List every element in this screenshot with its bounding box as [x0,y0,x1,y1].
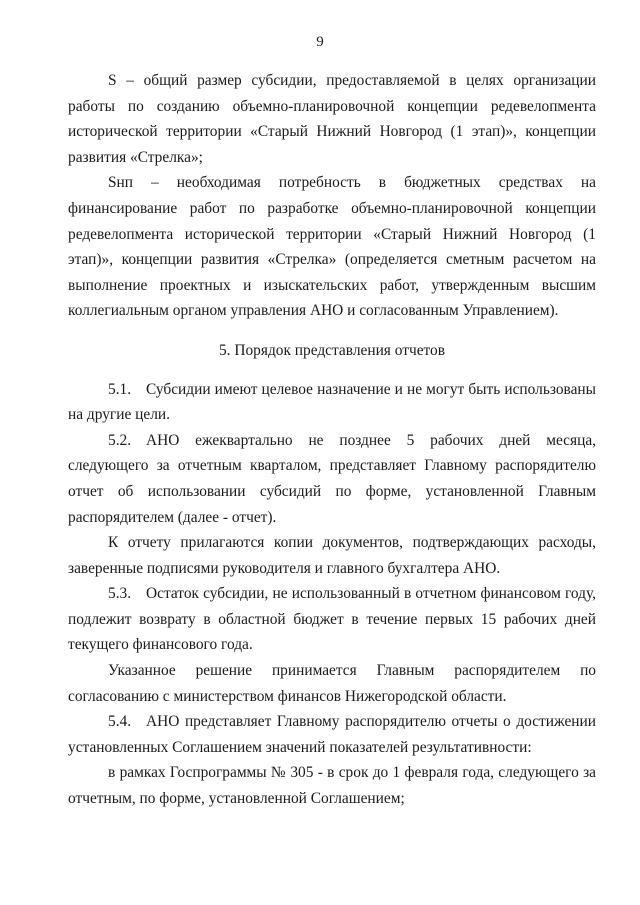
paragraph-s-definition: S – общий размер субсидии, предоставляемой в целях организации работы по созданию объемно-планировочной концепции редевелопмента исторической территории «Старый Нижний Новгород (1 этап)», концепции развития «Стрелка»; [68,72,596,166]
page-number: 9 [316,34,324,50]
clause-5-3 [68,581,596,658]
clause-5-2 [68,428,596,530]
clause-text: Остаток субсидии, не использованный в отчетном финансовом году, подлежит возврату в областной бюджет в течение первых 15 рабочих дней текущего финансового года. [68,585,596,654]
clause-text: АНО представляет Главному распорядителю отчеты о достижении установленных Соглашением значений показателей результативности: [68,713,596,756]
clause-number: 5.3. [108,585,132,603]
paragraph-program: в рамках Госпрограммы № 305 - в срок до 1 февраля года, следующего за отчетным, по форме, установленной Соглашением; [68,764,596,808]
clause-5-1 [68,377,596,428]
paragraph-snp-definition: Sнп – необходимая потребность в бюджетных средствах на финансирование работ по разработке объемно-планировочной концепции редевелопмента исторической территории «Старый Нижний Новгород (1 этап)», концепции развития «Стрелка» (определяется сметным расчетом на выполнение проектных и изыскательских работ, утвержденным высшим коллегиальным органом управления АНО и согласованным Управлением). [68,174,596,320]
paragraph-decision: Указанное решение принимается Главным распорядителем по согласованию с министерством финансов Нижегородской области. [68,662,596,705]
section-heading: 5. Порядок представления отчетов [218,341,446,359]
clause-text: Субсидии имеют целевое назначение и не могут быть использованы на другие цели. [68,380,596,424]
clause-number: 5.1. [108,380,132,398]
document-body [68,68,596,812]
clause-text: АНО ежеквартально не позднее 5 рабочих дней месяца, следующего за отчетным кварталом, представляет Главному распорядителю отчет об использовании субсидий по форме, установленной Главным распорядителем (далее - отчет). [68,431,596,526]
clause-number: 5.2. [108,431,132,449]
clause-number: 5.4. [108,713,132,731]
paragraph-attachments: К отчету прилагаются копии документов, подтверждающих расходы, заверенные подписями руководителя и главного бухгалтера АНО. [68,534,596,577]
clause-5-4 [68,709,596,760]
